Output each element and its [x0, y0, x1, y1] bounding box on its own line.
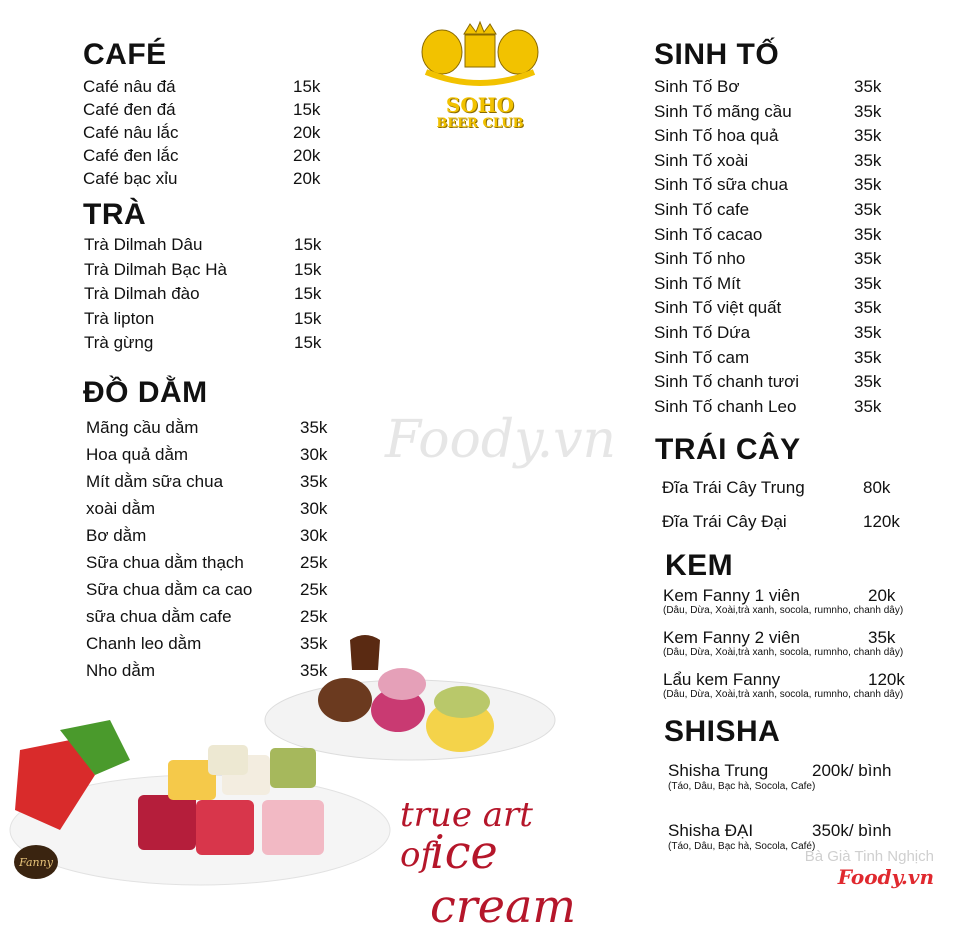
- menu-item-price: 15k: [294, 308, 322, 328]
- menu-item-price: 35k: [854, 77, 882, 96]
- menu-item-price: 35k: [854, 347, 882, 367]
- menu-item-price: 20k: [868, 586, 896, 605]
- menu-item-name: Sinh Tố việt quất: [654, 298, 782, 318]
- menu-item-name: Sinh Tố mãng cầu: [654, 101, 792, 121]
- menu-item-price: 30k: [300, 445, 328, 464]
- section-title: ĐỒ DẰM: [83, 376, 208, 409]
- menu-item-price: 20k: [293, 123, 321, 142]
- menu-item-name: Sinh Tố Mít: [654, 273, 741, 293]
- menu-item-price: 35k: [854, 224, 882, 244]
- section-title: TRÁI CÂY: [655, 433, 801, 466]
- menu-item-name: Sinh Tố Dứa: [654, 323, 751, 342]
- menu-item-name: Café nâu lắc: [83, 123, 179, 142]
- menu-item-name: Sinh Tố cafe: [654, 200, 750, 219]
- menu-item-name: Mãng cầu dằm: [86, 418, 199, 437]
- menu-item-name: Sữa chua dằm ca cao: [86, 580, 253, 599]
- fanny-badge-text: Fanny: [19, 855, 53, 869]
- menu-item-name: Trà Dilmah Bạc Hà: [84, 259, 227, 279]
- credit-user: Bà Già Tinh Nghịch: [804, 848, 934, 865]
- menu-item-price: 35k: [854, 396, 882, 416]
- credit: [805, 848, 934, 889]
- menu-item-name: Đĩa Trái Cây Trung: [662, 478, 805, 497]
- menu-item-name: Kem Fanny 2 viên: [663, 628, 801, 647]
- soho-logo: [418, 20, 542, 140]
- menu-item-price: 30k: [300, 526, 328, 545]
- menu-item-price: 350k/ bình: [812, 821, 892, 840]
- menu-item-name: Sữa chua dằm thạch: [86, 553, 244, 572]
- menu-item-name: Shisha ĐẠI: [668, 821, 754, 840]
- menu-item-name: Café bạc xỉu: [83, 169, 178, 188]
- menu-item-price: 15k: [293, 77, 321, 96]
- fanny-badge: [14, 845, 58, 879]
- menu-item-price: 80k: [863, 478, 891, 497]
- menu-item-name: Trà lipton: [84, 308, 155, 328]
- menu-item-name: Chanh leo dằm: [86, 634, 202, 653]
- menu-item-note: (Táo, Dâu, Bạc hà, Socola, Cafe): [668, 781, 816, 792]
- menu-item-price: 35k: [854, 249, 882, 269]
- menu-item-price: 120k: [868, 670, 905, 689]
- logo-line2: BEER CLUB: [436, 116, 524, 131]
- menu-item-name: Trà gừng: [84, 333, 154, 352]
- section-traicay: [655, 435, 801, 465]
- menu-item-name: Shisha Trung: [668, 761, 769, 780]
- menu-item-price: 35k: [854, 175, 882, 195]
- crown-lions-icon: [418, 20, 542, 90]
- section-title: SHISHA: [664, 715, 781, 748]
- menu-item-price: 15k: [293, 100, 321, 119]
- logo-line1: SOHO: [445, 93, 515, 117]
- menu-item-note: (Dâu, Dừa, Xoài,trà xanh, socola, rumnho, chanh dây): [663, 647, 904, 658]
- menu-item-price: 35k: [854, 101, 882, 121]
- section-tra: [83, 200, 146, 230]
- ice-cream-photo: [0, 600, 577, 933]
- section-title: CAFÉ: [83, 38, 167, 71]
- credit-site: Foody.vn: [837, 865, 934, 889]
- tagline-line2: ice cream: [430, 825, 577, 933]
- menu-item-name: Mít dằm sữa chua: [86, 472, 224, 491]
- menu-item-name: xoài dằm: [86, 499, 155, 518]
- menu-item-name: Sinh Tố cacao: [654, 224, 763, 244]
- menu-item-price: 120k: [863, 512, 900, 531]
- menu-item-price: 35k: [300, 661, 328, 680]
- menu-item-name: Sinh Tố chanh tươi: [654, 372, 800, 392]
- menu-item-name: Café nâu đá: [83, 77, 176, 96]
- menu-item-price: 20k: [293, 169, 321, 188]
- section-title: TRÀ: [83, 198, 147, 231]
- menu-item-price: 30k: [300, 499, 328, 518]
- menu-item-name: Hoa quả dằm: [86, 445, 189, 464]
- menu-item-name: Kem Fanny 1 viên: [663, 586, 801, 605]
- menu-item-price: 25k: [300, 580, 328, 599]
- menu-item-price: 35k: [854, 372, 882, 392]
- menu-item-name: Đĩa Trái Cây Đại: [662, 512, 787, 531]
- section-kem: [665, 551, 733, 581]
- menu-item-name: Nho dằm: [86, 661, 155, 680]
- menu-item-price: 35k: [854, 200, 882, 219]
- menu-item-price: 35k: [854, 126, 882, 146]
- tagline-line1: true art of: [400, 795, 533, 875]
- menu-item-name: Sinh Tố sữa chua: [654, 175, 788, 195]
- menu-item-name: Lẩu kem Fanny: [663, 670, 781, 689]
- menu-item-name: Sinh Tố nho: [654, 249, 746, 269]
- menu-item-price: 25k: [300, 553, 328, 572]
- section-title: SINH TỐ: [654, 38, 780, 71]
- menu-item-price: 20k: [293, 146, 321, 165]
- menu-item-name: Café đen đá: [83, 100, 176, 119]
- menu-item-name: Café đen lắc: [83, 146, 179, 165]
- section-cafe: [83, 40, 167, 70]
- menu-item-name: Sinh Tố Bơ: [654, 77, 740, 96]
- section-dodam: [83, 378, 208, 408]
- menu-item-price: 35k: [300, 472, 328, 491]
- menu-item-price: 35k: [868, 628, 896, 647]
- section-shisha: [664, 717, 780, 747]
- foody-watermark: Foody.vn: [385, 410, 617, 470]
- section-sinhto: [654, 40, 779, 70]
- menu-item-price: 35k: [300, 634, 328, 653]
- menu-item-name: Sinh Tố hoa quả: [654, 126, 779, 146]
- menu-item-note: (Dâu, Dừa, Xoài,trà xanh, socola, rumnho, chanh dây): [663, 689, 904, 700]
- menu-item-price: 35k: [854, 273, 882, 293]
- menu-item-note: (Dâu, Dừa, Xoài,trà xanh, socola, rumnho, chanh dây): [663, 605, 904, 616]
- section-title: KEM: [665, 549, 734, 582]
- menu-item-price: 15k: [294, 259, 322, 279]
- menu-item-price: 35k: [300, 418, 328, 437]
- menu-item-name: Sinh Tố xoài: [654, 150, 749, 170]
- menu-item-name: Sinh Tố chanh Leo: [654, 396, 797, 416]
- menu-item-price: 15k: [294, 333, 322, 352]
- menu-item-name: Trà Dilmah Dâu: [84, 235, 203, 254]
- menu-item-price: 15k: [294, 235, 322, 254]
- menu-item-note: (Táo, Dâu, Bạc hà, Socola, Café): [668, 841, 816, 852]
- menu-item-name: Bơ dằm: [86, 526, 147, 545]
- menu-item-name: Sinh Tố cam: [654, 347, 750, 367]
- menu-item-price: 35k: [854, 298, 882, 318]
- menu-item-name: Trà Dilmah đào: [84, 284, 200, 303]
- menu-item-name: sữa chua dằm cafe: [86, 607, 232, 626]
- menu-item-price: 25k: [300, 607, 328, 626]
- menu-item-price: 35k: [854, 150, 882, 170]
- menu-item-price: 15k: [294, 284, 322, 303]
- menu-item-price: 200k/ bình: [812, 761, 892, 780]
- menu-item-price: 35k: [854, 323, 882, 342]
